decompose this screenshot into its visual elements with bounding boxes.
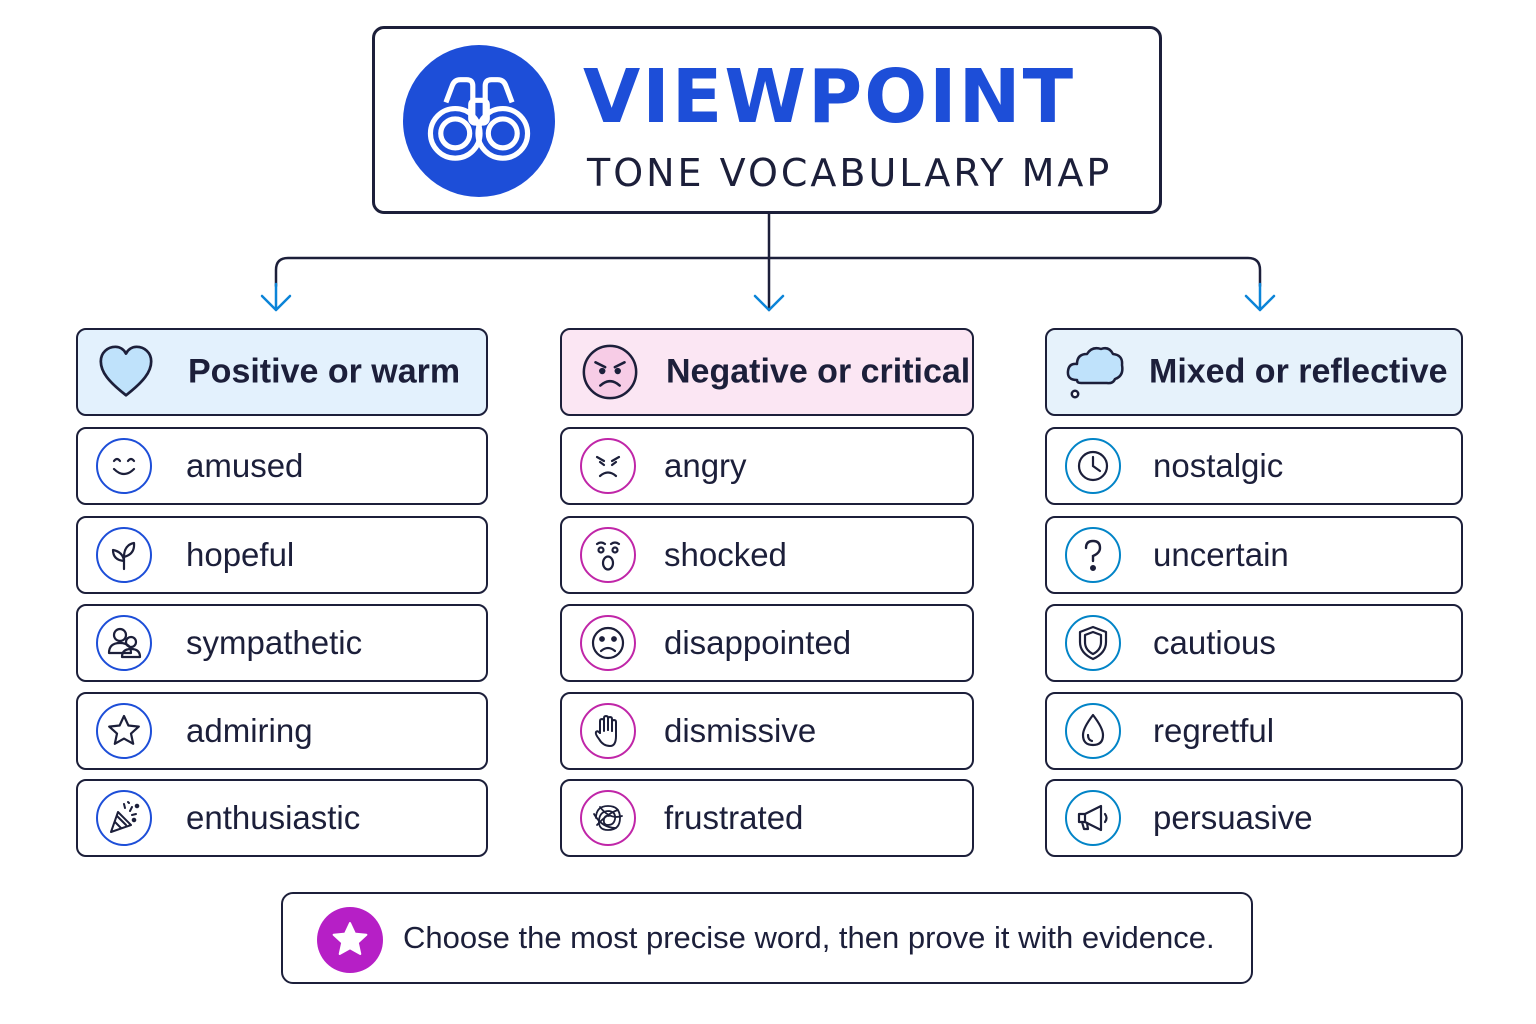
binoculars-icon [403,45,555,197]
tone-item-angry [560,427,974,505]
category-header-positive [76,328,488,416]
angry-face-icon [580,438,636,494]
heart-icon [94,340,158,404]
footer-tip [281,892,1253,984]
tone-item-disappointed [560,604,974,682]
tone-item-sympathetic [76,604,488,682]
category-label: Mixed or reflective [1149,352,1448,391]
tone-item-cautious [1045,604,1463,682]
clock-icon [1065,438,1121,494]
droplet-icon [1065,703,1121,759]
tone-item-admiring [76,692,488,770]
title-box [372,26,1162,214]
tone-item-hopeful [76,516,488,594]
tone-item-enthusiastic [76,779,488,857]
frown-face-icon [580,615,636,671]
sprout-icon [96,527,152,583]
category-label: Positive or warm [188,352,461,391]
page-subtitle: TONE VOCABULARY MAP [587,151,1113,195]
tone-item-persuasive [1045,779,1463,857]
shield-icon [1065,615,1121,671]
smile-icon [96,438,152,494]
tone-item-dismissive [560,692,974,770]
tone-item-amused [76,427,488,505]
tone-label: dismissive [664,712,817,749]
tone-label: nostalgic [1153,447,1284,484]
star-icon [96,703,152,759]
footer-text: Choose the most precise word, then prove it with evidence. [403,920,1215,955]
tone-item-uncertain [1045,516,1463,594]
tone-label: shocked [664,536,787,573]
tone-label: amused [186,447,304,484]
tone-label: regretful [1153,712,1275,749]
tangle-icon [580,790,636,846]
star-icon [317,907,383,973]
category-header-negative [560,328,974,416]
shocked-face-icon [580,527,636,583]
tone-label: admiring [186,712,313,749]
tone-label: uncertain [1153,536,1289,573]
tone-label: hopeful [186,536,295,573]
megaphone-icon [1065,790,1121,846]
tone-label: disappointed [664,624,852,661]
tone-item-frustrated [560,779,974,857]
tone-label: enthusiastic [186,799,361,836]
tone-label: sympathetic [186,624,363,661]
party-popper-icon [96,790,152,846]
question-icon [1065,527,1121,583]
tone-label: frustrated [664,799,804,836]
tone-item-regretful [1045,692,1463,770]
tone-label: cautious [1153,624,1276,661]
page-title: VIEWPOINT [583,54,1076,140]
tone-label: angry [664,447,747,484]
category-header-mixed [1045,328,1463,416]
tone-item-shocked [560,516,974,594]
tone-label: persuasive [1153,799,1313,836]
hand-icon [580,703,636,759]
thought-cloud-icon [1063,340,1127,404]
tone-item-nostalgic [1045,427,1463,505]
angry-face-icon [578,340,642,404]
category-label: Negative or critical [666,352,971,391]
people-icon [96,615,152,671]
